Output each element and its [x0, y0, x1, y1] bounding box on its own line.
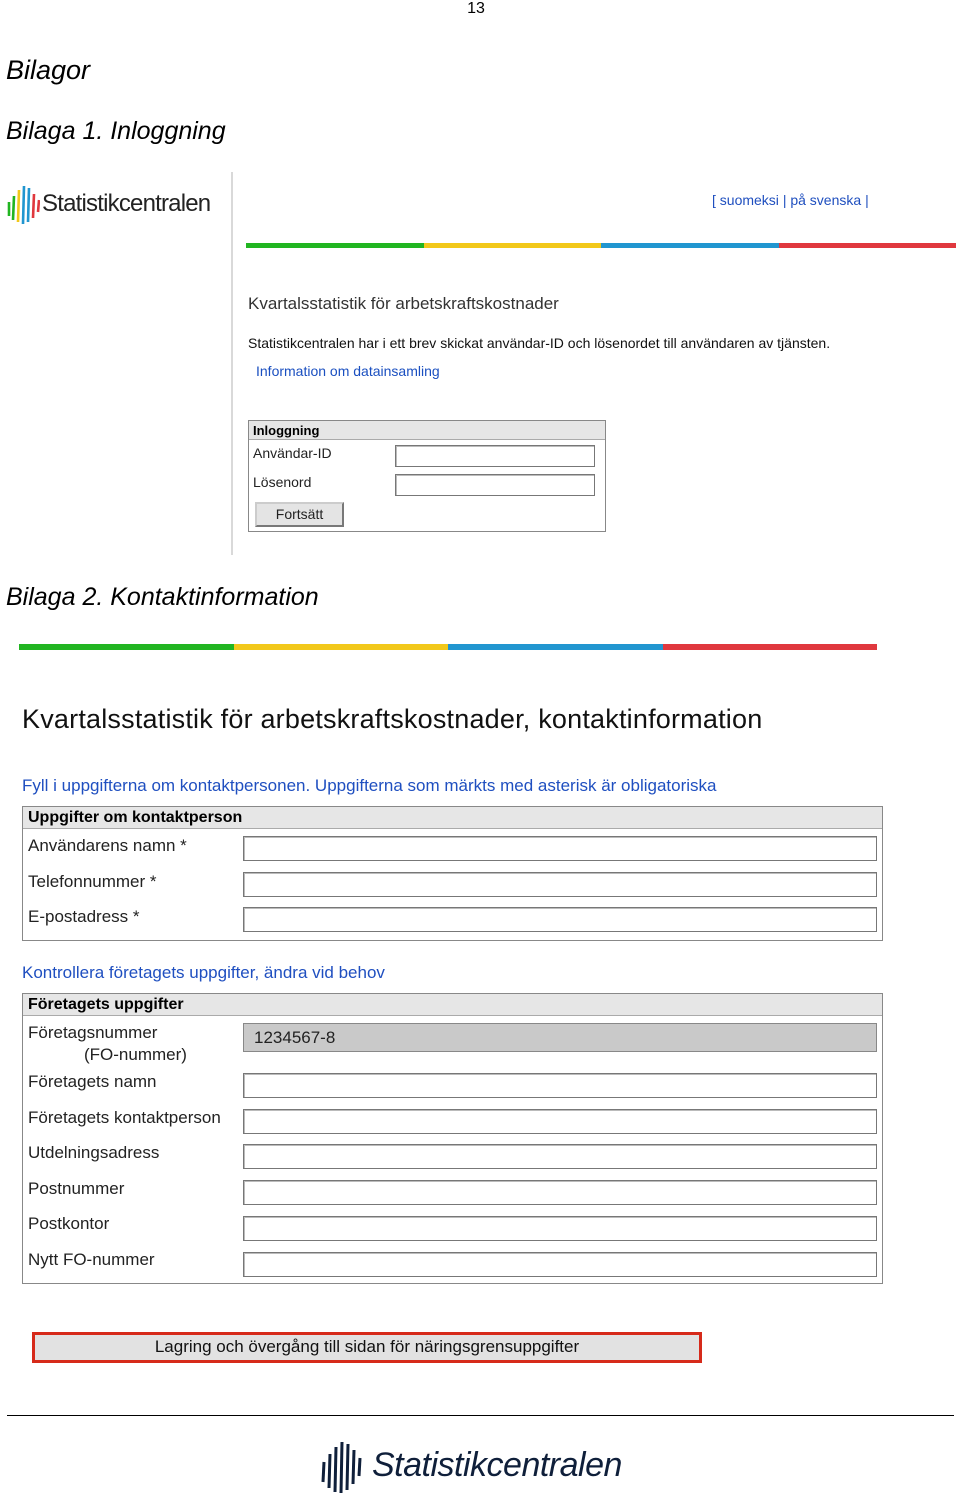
- appendix2-heading: Bilaga 2. Kontaktinformation: [6, 583, 319, 611]
- appendix1-heading: Bilaga 1. Inloggning: [6, 117, 226, 145]
- password-input[interactable]: [395, 474, 595, 496]
- company-number-field: 1234567-8: [243, 1023, 877, 1052]
- lang-finnish-link[interactable]: suomeksi: [719, 192, 779, 208]
- new-number-label: Nytt FO-nummer: [28, 1250, 155, 1269]
- footer-logo: [320, 1438, 650, 1496]
- strip-green: [19, 644, 234, 650]
- continue-button[interactable]: Fortsätt: [255, 502, 344, 527]
- login-title: Kvartalsstatistik för arbetskraftskostnader: [248, 294, 559, 313]
- strip-blue: [601, 243, 779, 248]
- brand-logo: [6, 182, 216, 228]
- new-number-input[interactable]: [243, 1252, 877, 1277]
- postoffice-label: Postkontor: [28, 1214, 110, 1233]
- company-panel-title: Företagets uppgifter: [23, 994, 882, 1016]
- login-panel: [248, 420, 606, 532]
- lang-separator: |: [782, 192, 787, 208]
- strip-red: [663, 644, 878, 650]
- email-label: E-postadress *: [28, 907, 140, 926]
- contact-title: Kvartalsstatistik för arbetskraftskostnader, kontaktinformation: [22, 704, 763, 734]
- strip-yellow: [424, 243, 602, 248]
- footer-divider: [7, 1415, 954, 1416]
- postoffice-input[interactable]: [243, 1216, 877, 1241]
- info-link[interactable]: Information om datainsamling: [256, 363, 440, 379]
- email-input[interactable]: [243, 907, 877, 932]
- address-input[interactable]: [243, 1144, 877, 1169]
- page-number: 13: [467, 0, 485, 17]
- footer-logo-icon: [320, 1438, 364, 1494]
- login-panel-title: Inloggning: [249, 421, 605, 440]
- language-bar: [712, 192, 869, 208]
- lang-swedish-link[interactable]: på svenska: [790, 192, 862, 208]
- company-contact-input[interactable]: [243, 1109, 877, 1134]
- password-label: Lösenord: [253, 474, 312, 490]
- company-name-label: Företagets namn: [28, 1072, 157, 1091]
- postcode-input[interactable]: [243, 1180, 877, 1205]
- strip-red: [779, 243, 957, 248]
- phone-label: Telefonnummer *: [28, 872, 157, 891]
- user-name-label: Användarens namn *: [28, 836, 187, 855]
- strip-green: [246, 243, 424, 248]
- save-and-continue-button[interactable]: Lagring och övergång till sidan för näringsgrensuppgifter: [32, 1332, 702, 1363]
- strip-blue: [448, 644, 663, 650]
- lang-separator: |: [865, 192, 869, 208]
- contact-instruction: Fyll i uppgifterna om kontaktpersonen. Uppgifterna som märkts med asterisk är obligatoriska: [22, 776, 717, 795]
- brand-logo-icon: [6, 182, 40, 226]
- check-instruction: Kontrollera företagets uppgifter, ändra vid behov: [22, 963, 385, 982]
- user-id-label: Användar-ID: [253, 445, 332, 461]
- user-name-input[interactable]: [243, 836, 877, 861]
- postcode-label: Postnummer: [28, 1179, 125, 1198]
- company-contact-label: Företagets kontaktperson: [28, 1108, 221, 1127]
- main-heading: Bilagor: [6, 55, 91, 85]
- brand-logo-text: Statistikcentralen: [42, 190, 211, 217]
- user-id-input[interactable]: [395, 445, 595, 467]
- divider: [231, 172, 233, 555]
- brand-color-strip: [246, 243, 956, 248]
- lang-bracket: [: [712, 192, 716, 208]
- company-number-sublabel: (FO-nummer): [84, 1045, 187, 1064]
- company-number-label: Företagsnummer: [28, 1023, 158, 1042]
- contact-person-panel-title: Uppgifter om kontaktperson: [23, 807, 882, 829]
- contact-person-panel: [22, 806, 883, 941]
- address-label: Utdelningsadress: [28, 1143, 160, 1162]
- login-info-text: Statistikcentralen har i ett brev skickat användar-ID och lösenordet till användaren av tjänsten.: [248, 335, 831, 351]
- strip-yellow: [234, 644, 449, 650]
- company-panel: [22, 993, 883, 1284]
- brand-color-strip: [19, 644, 877, 650]
- company-name-input[interactable]: [243, 1073, 877, 1098]
- phone-input[interactable]: [243, 872, 877, 897]
- footer-logo-text: Statistikcentralen: [372, 1446, 622, 1484]
